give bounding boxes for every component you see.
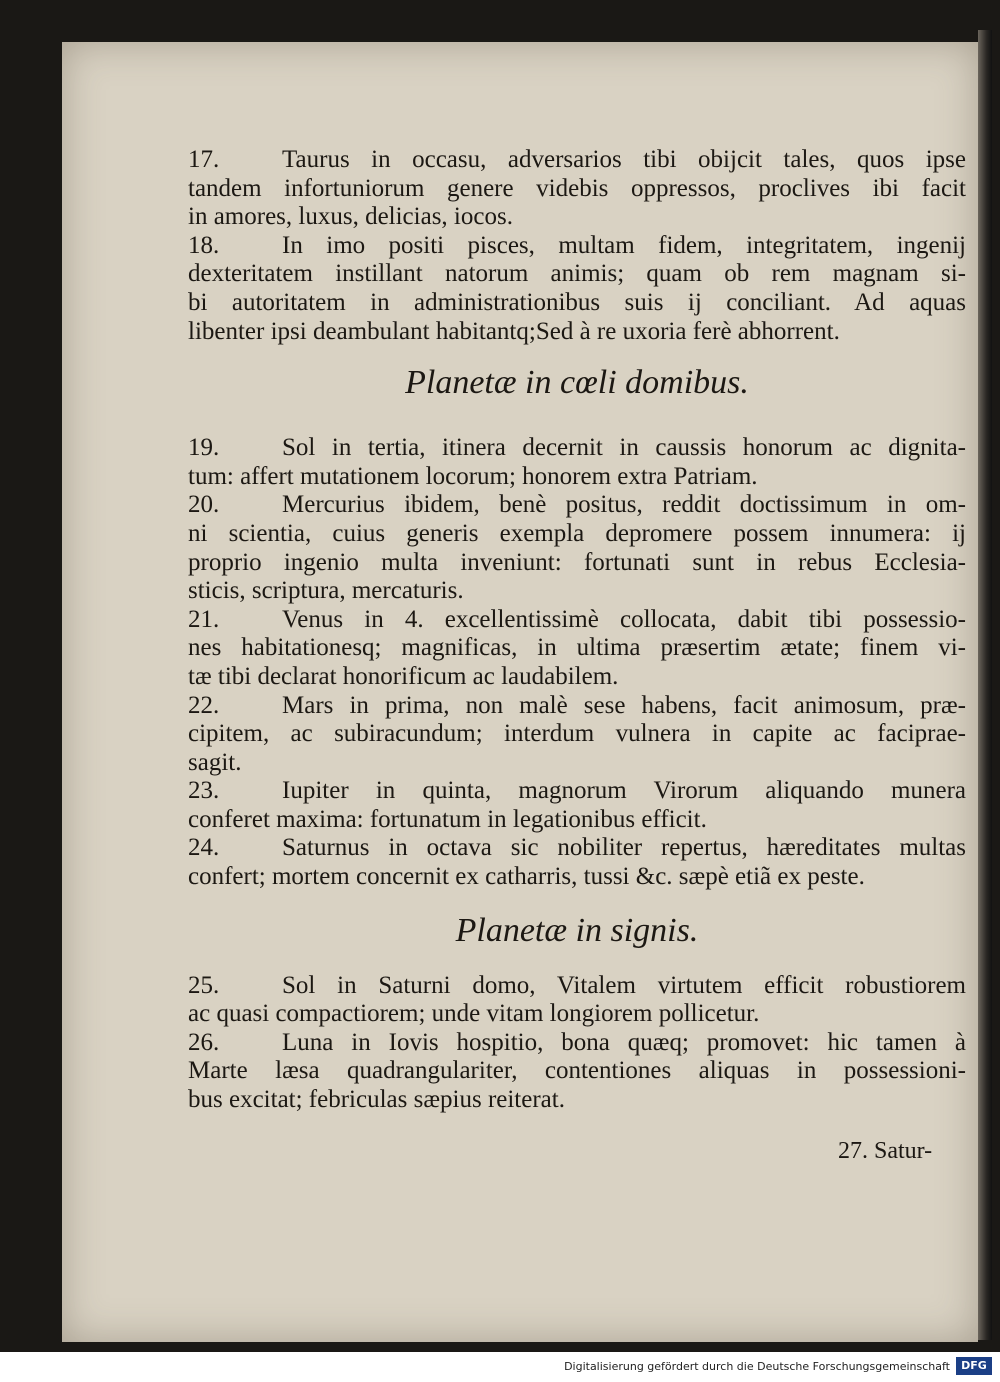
text-line bbox=[188, 1029, 966, 1058]
entry-number: 23. bbox=[188, 777, 220, 805]
text-line bbox=[188, 318, 966, 347]
line-text: nes habitationesq; magnificas, in ultima præsertim ætate; finem vi- bbox=[188, 634, 966, 662]
line-text: confert; mortem concernit ex catharris, tussi &c. sæpè etiã ex peste. bbox=[188, 863, 865, 891]
line-text: sticis, scriptura, mercaturis. bbox=[188, 577, 464, 605]
text-line bbox=[188, 834, 966, 863]
text-line bbox=[188, 520, 966, 549]
line-text: Sol in Saturni domo, Vitalem virtutem efficit robustiorem bbox=[282, 971, 966, 999]
section-heading: Planetæ in signis. bbox=[455, 911, 699, 949]
text-line bbox=[188, 972, 966, 1001]
line-text: Taurus in occasu, adversarios tibi obijcit tales, quos ipse bbox=[282, 146, 966, 173]
line-text: bus excitat; febriculas sæpius reiterat. bbox=[188, 1086, 565, 1114]
text-line bbox=[188, 175, 966, 204]
line-text: Sol in tertia, itinera decernit in caussis honorum ac dignita- bbox=[282, 434, 966, 462]
text-line bbox=[188, 777, 966, 806]
text-line bbox=[188, 1057, 966, 1086]
line-text: In imo positi pisces, multam fidem, integritatem, ingenij bbox=[282, 231, 966, 259]
digitization-credit: Digitalisierung gefördert durch die Deutsche Forschungsgemeinschaft bbox=[564, 1360, 950, 1373]
text-line bbox=[188, 606, 966, 635]
line-text: cipitem, ac subiracundum; interdum vulnera in capite ac faciprae- bbox=[188, 720, 966, 748]
line-text: Iupiter in quinta, magnorum Virorum aliquando munera bbox=[282, 777, 966, 805]
section-heading: Planetæ in cœli domibus. bbox=[405, 364, 749, 402]
text-line bbox=[188, 289, 966, 318]
line-text: Saturnus in octava sic nobiliter repertus, hæreditates multas bbox=[282, 834, 966, 862]
text-line bbox=[188, 146, 966, 175]
text-line bbox=[188, 434, 966, 463]
text-line bbox=[188, 1000, 966, 1029]
text-line bbox=[188, 463, 966, 492]
catchword: 27. Satur- bbox=[838, 1138, 933, 1164]
line-text: in amores, luxus, delicias, iocos. bbox=[188, 203, 513, 231]
text-line bbox=[188, 203, 966, 232]
text-line bbox=[188, 232, 966, 261]
line-text: Marte læsa quadrangulariter, contentiones aliquas in possessioni- bbox=[188, 1057, 966, 1085]
line-text: ac quasi compactiorem; unde vitam longiorem pollicetur. bbox=[188, 1000, 760, 1028]
text-line bbox=[188, 749, 966, 778]
entry-number: 22. bbox=[188, 691, 220, 719]
line-text: tæ tibi declarat honorificum ac laudabilem. bbox=[188, 662, 619, 690]
text-line bbox=[188, 863, 966, 892]
line-text: dexteritatem instillant natorum animis; quam ob rem magnam si- bbox=[188, 260, 966, 288]
entry-number: 19. bbox=[188, 434, 220, 462]
line-text: Luna in Iovis hospitio, bona quæq; promovet: hic tamen à bbox=[282, 1028, 966, 1056]
line-text: tandem infortuniorum genere videbis oppressos, proclives ibi facit bbox=[188, 174, 966, 202]
entry-number: 18. bbox=[188, 231, 220, 259]
text-line bbox=[188, 260, 966, 289]
line-text: bi autoritatem in administrationibus suis ij conciliant. Ad aquas bbox=[188, 288, 966, 316]
text-line bbox=[188, 663, 966, 692]
line-text: Mercurius ibidem, benè positus, reddit doctissimum in om- bbox=[282, 491, 966, 519]
line-text: ni scientia, cuius generis exempla depromere possem innumera: ij bbox=[188, 519, 966, 547]
text-line bbox=[188, 692, 966, 721]
text-line bbox=[188, 720, 966, 749]
entry-number: 24. bbox=[188, 834, 220, 862]
text-line bbox=[188, 549, 966, 578]
entry-number: 26. bbox=[188, 1028, 220, 1056]
page-text bbox=[188, 146, 966, 1115]
line-text: conferet maxima: fortunatum in legationibus efficit. bbox=[188, 805, 707, 833]
line-text: sagit. bbox=[188, 748, 242, 776]
line-text: Mars in prima, non malè sese habens, facit animosum, præ- bbox=[282, 691, 966, 719]
text-line bbox=[188, 491, 966, 520]
line-text: proprio ingenio multa inveniunt: fortunati sunt in rebus Ecclesia- bbox=[188, 548, 966, 576]
line-text: tum: affert mutationem locorum; honorem extra Patriam. bbox=[188, 462, 758, 490]
text-line bbox=[188, 577, 966, 606]
entry-number: 17. bbox=[188, 146, 220, 173]
book-page-edge bbox=[978, 30, 992, 1340]
dfg-logo: DFG bbox=[956, 1357, 992, 1375]
text-line bbox=[188, 634, 966, 663]
text-line bbox=[188, 1086, 966, 1115]
entry-number: 20. bbox=[188, 491, 220, 519]
entry-number: 25. bbox=[188, 971, 220, 999]
entry-number: 21. bbox=[188, 605, 220, 633]
text-line bbox=[188, 806, 966, 835]
line-text: libenter ipsi deambulant habitantq;Sed à re uxoria ferè abhorrent. bbox=[188, 317, 840, 345]
line-text: Venus in 4. excellentissimè collocata, dabit tibi possessio- bbox=[282, 605, 966, 633]
